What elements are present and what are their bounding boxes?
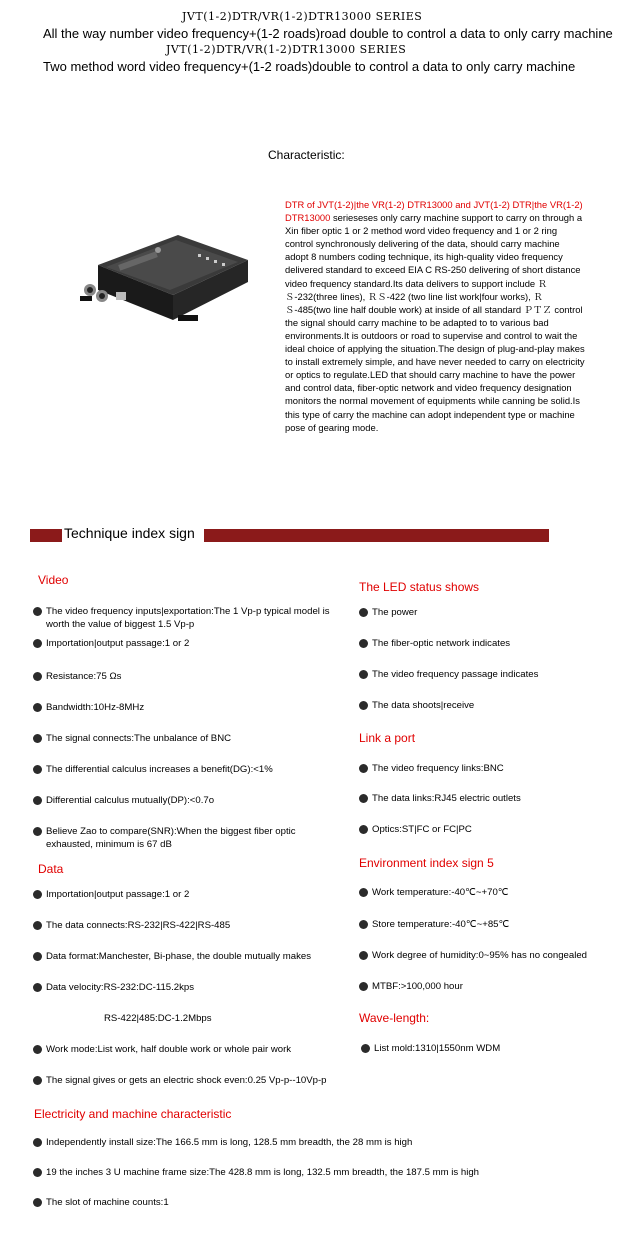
bullet-icon bbox=[33, 1076, 42, 1085]
bullet-icon bbox=[359, 825, 368, 834]
bullet-icon bbox=[359, 639, 368, 648]
environment-item: MTBF:>100,000 hour bbox=[359, 980, 614, 993]
title-band-left bbox=[30, 529, 62, 542]
bullet-icon bbox=[33, 672, 42, 681]
bullet-icon bbox=[33, 607, 42, 616]
bullet-icon bbox=[33, 765, 42, 774]
bullet-icon bbox=[33, 1045, 42, 1054]
environment-item: Work temperature:-40℃~+70℃ bbox=[359, 886, 614, 899]
data-item: Data velocity:RS-232:DC-115.2kps bbox=[33, 981, 353, 994]
bullet-icon bbox=[33, 639, 42, 648]
video-item: Importation|output passage:1 or 2 bbox=[33, 637, 348, 650]
bullet-icon bbox=[359, 701, 368, 710]
headline-2: Two method word video frequency+(1-2 roads)double to control a data to only carry machine bbox=[43, 59, 576, 74]
port-title: Link a port bbox=[359, 731, 416, 745]
bullet-icon bbox=[33, 703, 42, 712]
bullet-icon bbox=[361, 1044, 370, 1053]
electricity-item: Independently install size:The 166.5 mm is long, 128.5 mm breadth, the 28 mm is high bbox=[33, 1136, 593, 1149]
environment-title: Environment index sign 5 bbox=[359, 856, 494, 870]
product-image bbox=[78, 220, 258, 330]
bullet-icon bbox=[33, 1168, 42, 1177]
video-item: The video frequency inputs|exportation:The 1 Vp-p typical model is worth the value of biggest 1.5 Vp-p bbox=[33, 605, 348, 631]
series-line-1: JVT(1-2)DTR/VR(1-2)DTR13000 SERIES bbox=[182, 10, 423, 23]
headline-1: All the way number video frequency+(1-2 roads)road double to control a data to only carry machine bbox=[43, 26, 613, 41]
bullet-icon bbox=[359, 764, 368, 773]
bullet-icon bbox=[33, 1198, 42, 1207]
led-item: The power bbox=[359, 606, 609, 619]
series-line-2: JVT(1-2)DTR/VR(1-2)DTR13000 SERIES bbox=[166, 43, 407, 56]
data-item: Data format:Manchester, Bi-phase, the double mutually makes bbox=[33, 950, 353, 963]
port-item: The video frequency links:BNC bbox=[359, 762, 609, 775]
data-item: The signal gives or gets an electric shock even:0.25 Vp-p--10Vp-p bbox=[33, 1074, 353, 1087]
data-item: Importation|output passage:1 or 2 bbox=[33, 888, 353, 901]
video-item: Differential calculus mutually(DP):<0.7o bbox=[33, 794, 348, 807]
led-item: The video frequency passage indicates bbox=[359, 668, 609, 681]
environment-item: Work degree of humidity:0~95% has no congealed bbox=[359, 949, 614, 962]
wave-item: List mold:1310|1550nm WDM bbox=[361, 1042, 611, 1055]
electricity-item: 19 the inches 3 U machine frame size:The 428.8 mm is long, 132.5 mm breadth, the 187.5 mm is high bbox=[33, 1166, 593, 1179]
video-item: Bandwidth:10Hz-8MHz bbox=[33, 701, 348, 714]
bullet-icon bbox=[33, 1138, 42, 1147]
data-velocity-extra: RS-422|485:DC-1.2Mbps bbox=[104, 1013, 212, 1024]
electricity-title: Electricity and machine characteristic bbox=[34, 1107, 232, 1121]
model-names: DTR of JVT(1-2)|the VR(1-2) DTR13000 and JVT(1-2) DTR|the VR(1-2) DTR13000 bbox=[285, 199, 583, 224]
led-item: The data shoots|receive bbox=[359, 699, 609, 712]
video-item: The differential calculus increases a benefit(DG):<1% bbox=[33, 763, 348, 776]
bullet-icon bbox=[33, 796, 42, 805]
bullet-icon bbox=[359, 608, 368, 617]
bullet-icon bbox=[359, 794, 368, 803]
bullet-icon bbox=[33, 827, 42, 836]
port-item: Optics:ST|FC or FC|PC bbox=[359, 823, 609, 836]
title-band-right bbox=[204, 529, 549, 542]
technique-title: Technique index sign bbox=[64, 525, 195, 541]
data-item: The data connects:RS-232|RS-422|RS-485 bbox=[33, 919, 353, 932]
characteristic-description bbox=[285, 198, 585, 434]
electricity-item: The slot of machine counts:1 bbox=[33, 1196, 593, 1209]
led-item: The fiber-optic network indicates bbox=[359, 637, 609, 650]
bullet-icon bbox=[359, 951, 368, 960]
led-title: The LED status shows bbox=[359, 580, 480, 594]
bullet-icon bbox=[33, 983, 42, 992]
bullet-icon bbox=[33, 921, 42, 930]
bullet-icon bbox=[359, 982, 368, 991]
bullet-icon bbox=[359, 920, 368, 929]
bullet-icon bbox=[33, 890, 42, 899]
bullet-icon bbox=[359, 670, 368, 679]
description-body: serieseses only carry machine support to carry on through a Xin fiber optic 1 or 2 method word video frequency and 1 or 2 ring control synchronously delivering of the data, should carry machine adopt 8 numbers coding technique, its high-quality video frequency delivered standard to exceed EIA C RS-250 delivering of short distance video frequency standard.Its data delivers to support include ＲＳ-232(three lines), ＲＳ-422 (two line list work|four works), ＲＳ-485(two line half double work) at inside of all standard ＰＴＺ control the signal should carry machine to be adapted to to various bad environments.It is outdoors or road to supervise and control to wait the ideal choice of applying the situation.The design of plug-and-play makes to install extremely simple, and have never needed to carry on electricity or optics to regulate.LED that should carry machine to have the power and control data, fiber-optic network and video frequency designation monitors the normal movement of equipments while canning be solid.Is this type of carry the machine can adopt independent type or machine pose of gearing mode. bbox=[285, 212, 585, 433]
environment-item: Store temperature:-40℃~+85℃ bbox=[359, 918, 614, 931]
data-item: Work mode:List work, half double work or whole pair work bbox=[33, 1043, 353, 1056]
video-item: The signal connects:The unbalance of BNC bbox=[33, 732, 348, 745]
bullet-icon bbox=[33, 952, 42, 961]
characteristic-label: Characteristic: bbox=[268, 148, 345, 162]
video-item: Resistance:75 Ωs bbox=[33, 670, 348, 683]
bullet-icon bbox=[33, 734, 42, 743]
video-item: Believe Zao to compare(SNR):When the biggest fiber optic exhausted, minimum is 67 dB bbox=[33, 825, 313, 851]
video-title: Video bbox=[38, 573, 69, 587]
port-item: The data links:RJ45 electric outlets bbox=[359, 792, 609, 805]
data-title: Data bbox=[38, 862, 64, 876]
bullet-icon bbox=[359, 888, 368, 897]
wave-title: Wave-length: bbox=[359, 1011, 430, 1025]
